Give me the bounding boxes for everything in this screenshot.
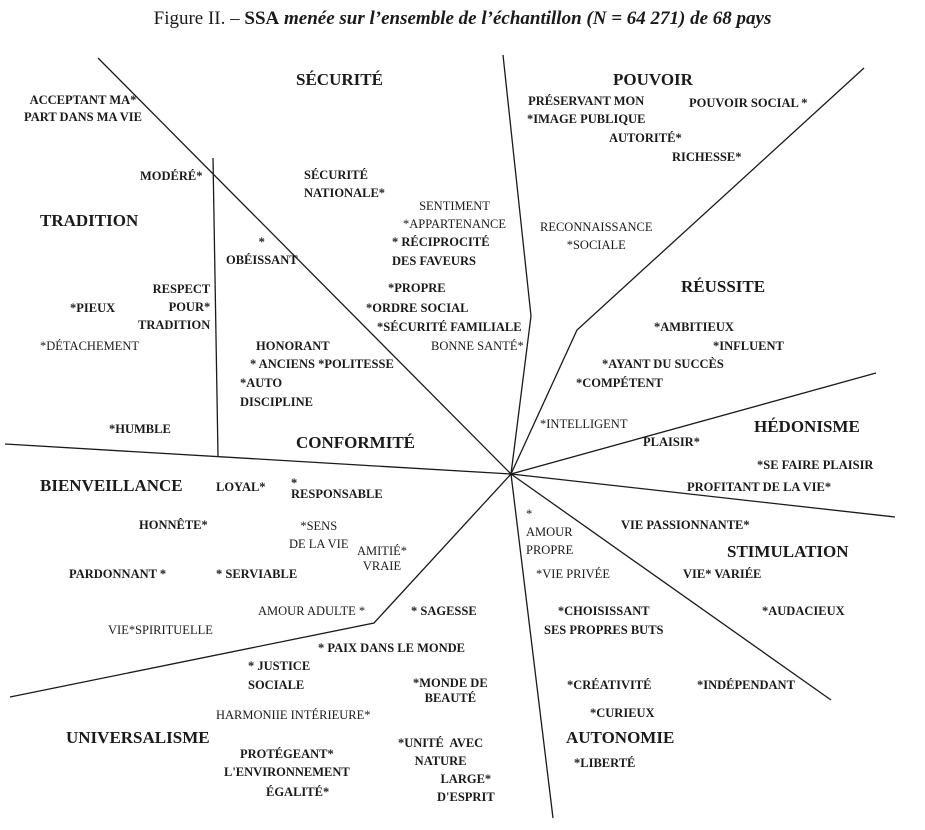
value-se-faire-plaisir: *SE FAIRE PLAISIR <box>757 458 874 472</box>
title-italic: menée sur l’ensemble de l’échantillon <box>279 8 587 29</box>
value-influent: *INFLUENT <box>713 339 784 353</box>
value-plaisir: PLAISIR* <box>643 435 700 449</box>
value-unite-nature: *UNITÉ AVEC NATURE <box>398 736 484 768</box>
value-profitant: PROFITANT DE LA VIE* <box>687 480 832 494</box>
value-richesse: RICHESSE* <box>672 150 742 164</box>
value-intelligent: *INTELLIGENT <box>540 417 628 431</box>
value-creativite: *CRÉATIVITÉ <box>567 678 652 692</box>
value-vie-variee: VIE* VARIÉE <box>683 567 762 581</box>
value-egalite: ÉGALITÉ* <box>266 785 330 799</box>
value-monde-beaute: *MONDE DE BEAUTÉ <box>413 676 488 705</box>
value-vie-passionnante: VIE PASSIONNANTE* <box>621 518 750 532</box>
value-autorite: AUTORITÉ* <box>609 131 682 145</box>
title-prefix: Figure II. – <box>153 8 245 29</box>
region-universalisme: UNIVERSALISME <box>66 728 210 747</box>
region-reussite: RÉUSSITE <box>681 277 766 296</box>
region-securite: SÉCURITÉ <box>296 70 383 89</box>
value-propre: *PROPRE <box>388 281 446 295</box>
value-obeissant: * OBÉISSANT <box>226 235 298 267</box>
value-securite-nationale: SÉCURITÉ NATIONALE* <box>304 168 386 200</box>
value-justice-sociale: * JUSTICE SOCIALE <box>248 659 311 692</box>
value-audacieux: *AUDACIEUX <box>762 604 845 618</box>
value-amitie-vraie: AMITIÉ* VRAIE <box>357 544 407 573</box>
value-auto-discipline: *AUTO DISCIPLINE <box>240 376 313 409</box>
value-acceptant: ACCEPTANT MA* PART DANS MA VIE <box>24 93 142 124</box>
region-bienveillance: BIENVEILLANCE <box>40 476 183 495</box>
value-pieux: *PIEUX <box>70 301 116 315</box>
title-sample: (N = 64 271) <box>586 8 686 29</box>
region-tradition: TRADITION <box>40 211 139 230</box>
value-sentiment-appartenance: SENTIMENT *APPARTENANCE <box>403 199 506 231</box>
value-ambitieux: *AMBITIEUX <box>654 320 734 334</box>
value-curieux: *CURIEUX <box>590 706 655 720</box>
value-humble: *HUMBLE <box>109 422 171 436</box>
value-securite-familiale: *SÉCURITÉ FAMILIALE <box>377 320 522 334</box>
value-serviable: * SERVIABLE <box>216 567 298 581</box>
value-protegeant-environnement: PROTÉGEANT* L'ENVIRONNEMENT <box>224 747 350 779</box>
value-amour-adulte: AMOUR ADULTE * <box>258 604 366 618</box>
value-liberte: *LIBERTÉ <box>574 756 636 770</box>
value-honnete: HONNÊTE* <box>139 518 208 532</box>
value-ordre-social: *ORDRE SOCIAL <box>366 301 469 315</box>
region-stimulation: STIMULATION <box>727 542 849 561</box>
value-harmonie-interieure: HARMONIIE INTÉRIEURE* <box>216 708 371 722</box>
value-pardonnant: PARDONNANT * <box>69 567 167 581</box>
value-preservant-image: PRÉSERVANT MON *IMAGE PUBLIQUE <box>527 94 646 126</box>
boundary-bienveillance-conformite <box>5 444 511 474</box>
title-ssa: SSA <box>244 8 280 29</box>
value-reconnaissance: RECONNAISSANCE *SOCIALE <box>540 220 653 252</box>
value-sagesse: * SAGESSE <box>411 604 477 618</box>
value-respect-tradition: RESPECT POUR* TRADITION <box>138 282 211 332</box>
value-bonne-sante: BONNE SANTÉ* <box>431 339 524 353</box>
value-vie-spirituelle: VIE*SPIRITUELLE <box>108 623 213 637</box>
region-conformite: CONFORMITÉ <box>296 433 415 452</box>
value-choisissant: *CHOISISSANT SES PROPRES BUTS <box>544 604 664 637</box>
value-loyal: LOYAL* <box>216 480 266 494</box>
value-modere: MODÉRÉ* <box>140 169 203 183</box>
value-competent: *COMPÉTENT <box>576 376 663 390</box>
region-autonomie: AUTONOMIE <box>566 728 675 747</box>
value-anciens-politesse: * ANCIENS *POLITESSE <box>250 357 394 371</box>
region-pouvoir: POUVOIR <box>613 70 693 89</box>
value-sens-vie: *SENS DE LA VIE <box>289 519 349 551</box>
title-suffix: de 68 pays <box>685 8 772 29</box>
value-paix-monde: * PAIX DANS LE MONDE <box>318 641 465 655</box>
region-hedonisme: HÉDONISME <box>754 417 860 436</box>
value-large-esprit: LARGE* D'ESPRIT <box>437 772 495 804</box>
value-independant: *INDÉPENDANT <box>697 678 795 692</box>
value-detachement: *DÉTACHEMENT <box>40 339 139 353</box>
value-pouvoir-social: POUVOIR SOCIAL * <box>689 96 808 110</box>
value-reciprocite: * RÉCIPROCITÉ DES FAVEURS <box>392 235 490 268</box>
boundary-pouvoir-reussite <box>511 68 864 474</box>
value-ayant-succes: *AYANT DU SUCCÈS <box>602 357 724 371</box>
boundary-tradition-conformite <box>213 158 218 456</box>
value-vie-privee: *VIE PRIVÉE <box>536 567 610 581</box>
value-responsable: * RESPONSABLE <box>291 476 383 501</box>
value-amour-propre: * AMOUR PROPRE <box>526 507 574 557</box>
value-honorant: HONORANT <box>256 339 330 353</box>
